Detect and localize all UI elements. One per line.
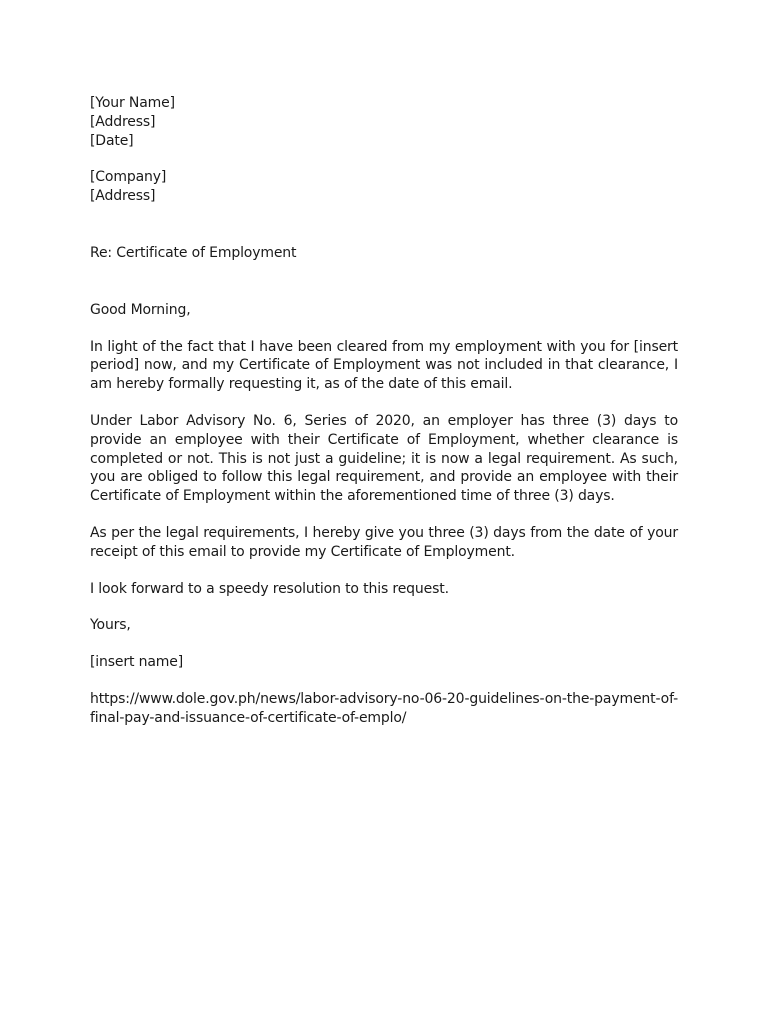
subject-line: Re: Certificate of Employment	[90, 244, 297, 261]
closing: Yours,	[90, 617, 131, 634]
letter-body	[90, 94, 678, 728]
sender-block	[90, 94, 678, 150]
reference-url[interactable]	[90, 690, 678, 728]
recipient-address: [Address]	[90, 188, 156, 205]
recipient-block	[90, 168, 678, 206]
reference-url-line-1[interactable]: https://www.dole.gov.ph/news/labor-advisory-no-06-20-guidelines-on-the-payment-of-	[90, 690, 678, 707]
paragraph-resolution: I look forward to a speedy resolution to this request.	[90, 580, 449, 597]
reference-url-line-2[interactable]: final-pay-and-issuance-of-certificate-of-emplo/	[90, 709, 407, 726]
sender-name: [Your Name]	[90, 95, 175, 111]
paragraph-deadline: As per the legal requirements, I hereby give you three (3) days from the date of your receipt of this email to provide my Certificate of Employment.	[90, 524, 678, 560]
greeting: Good Morning,	[90, 301, 191, 318]
paragraph-labor-advisory: Under Labor Advisory No. 6, Series of 2020, an employer has three (3) days to provide an employee with their Certificate of Employment, whether clearance is completed or not. This is not just a guideline; it is now a legal requirement. As such, you are obliged to follow this legal requirement, and provide an employee with their Certificate of Employment within the aforementioned time of three (3) days.	[90, 412, 678, 505]
sender-address: [Address]	[90, 113, 156, 130]
sender-date: [Date]	[90, 132, 134, 149]
signature-placeholder: [insert name]	[90, 654, 184, 671]
recipient-company: [Company]	[90, 169, 167, 186]
paragraph-clearance: In light of the fact that I have been cleared from my employment with you for [insert period] now, and my Certificate of Employment was not included in that clearance, I am hereby formally requesting it, as of the date of this email.	[90, 338, 678, 393]
